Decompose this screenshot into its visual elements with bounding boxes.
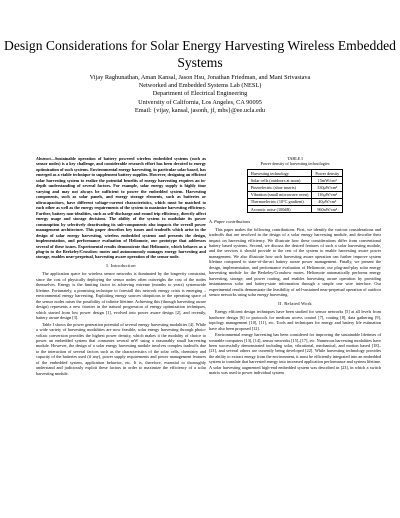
table-title: Power density of harvesting technologies bbox=[260, 161, 330, 166]
paragraph: Table I shows the power generation potential of several energy harvesting modalities [4]. While a wide variety of harvesting modalities are now feasible, solar energy harvesting through photo-voltaic conversion provides the highest power density, which makes it the modality of choice to power an embedded system that consumes several mW using a reasonably small harvesting module. However, the design of a solar energy harvesting module involves complex tradeoffs due to the interaction of several factors such as the characteristics of the solar cells, chemistry and capacity of the batteries used (if any), power supply requirements and power management features of the embedded system, application behavior, etc. It is, therefore, essential to thoroughly understand and judiciously exploit these factors in order to maximize the efficiency of a solar harvesting module. bbox=[36, 321, 206, 376]
author-email: Email: {vijay, kansal, jasonh, jf, mbs}@ee.ucla.edu bbox=[134, 106, 266, 114]
table-cell: 330μW/cm³ bbox=[312, 184, 343, 191]
table-cell: Vibration (small microwave oven) bbox=[247, 191, 312, 198]
table-cell: Solar cells (outdoors at noon) bbox=[247, 177, 312, 184]
table-cell: 960nW/cm³ bbox=[312, 205, 343, 212]
paragraph: Energy efficient design techniques have been studied for sensor networks [5] at all levels from hardware design [6] to protocols for medium access control [7], routing [8], data gathering [9], topology management [10], [11], etc. Tools and techniques for energy and battery life estimation have also been proposed [12]. bbox=[209, 309, 381, 331]
affiliation-university: University of California, Los Angeles, CA 90095 bbox=[138, 98, 262, 106]
section-heading-related-work: II. Related Work bbox=[278, 300, 312, 306]
left-column bbox=[36, 156, 206, 377]
table-cell: Piezoelectric (shoe inserts) bbox=[247, 184, 312, 191]
abstract-text: —Sustainable operation of battery powered wireless embedded systems (such as sensor nodes) is a key challenge, and considerable research effort has been devoted to energy optimization of such systems. Environmental energy harvesting, in particular solar based, has emerged as a viable technique to supplement battery supplies. However, designing an efficient solar harvesting system to realize the potential benefits of energy harvesting requires an in-depth understanding of several factors. For example, solar energy supply is highly time varying and may not always be sufficient to power the embedded system. Harvesting components, such as solar panels, and energy storage elements, such as batteries or ultracapacitors, have different voltage-current characteristics, which must be matched to each other as well as the energy requirements of the system to maximize harvesting efficiency. Further, battery non-idealities, such as self-discharge and round trip efficiency, directly affect energy usage and storage decisions. The ability of the system to modulate its power consumption by selectively deactivating its sub-components also impacts the overall power management architecture. This paper describes key issues and tradeoffs which arise in the design of solar energy harvesting, wireless embedded systems and presents the design, implementation, and performance evaluation of Heliomote, our prototype that addresses several of these issues. Experimental results demonstrate that Heliomote, which behaves as a plug-in to the Berkeley/Crossbow motes and autonomously manages energy harvesting and storage, enables near-perpetual, harvesting aware operation of the sensor node. bbox=[36, 156, 206, 260]
section-heading-introduction: I. Introduction bbox=[106, 262, 136, 268]
table-row bbox=[247, 177, 342, 184]
table-cell: Acoustic noise (100dB) bbox=[247, 205, 312, 212]
paragraph: Environmental energy harvesting has been considered for improving the sustainable lifetimes of wearable computers [13], [14], sensor networks [15]–[17], etc. Numerous harvesting modalities have been successfully demonstrated including solar, vibrational, mechanical, and motion based [18]–[21], and several others are currently being developed [22]. While harvesting technology provides the ability to extract energy from the environment, it must be efficiently integrated into an embedded system to translate that harvested energy into increased application performance and system lifetime. A solar harvesting augmented high-end embedded system was described in [23], in which a switch matrix was used to power individual system bbox=[209, 332, 381, 376]
table-cell: 15mW/cm² bbox=[312, 177, 343, 184]
table-row bbox=[247, 191, 342, 198]
table-row bbox=[247, 198, 342, 205]
authors: Vijay Raghunathan, Aman Kansal, Jason Hsu, Jonathan Friedman, and Mani Srivastava bbox=[89, 74, 311, 81]
author-block bbox=[0, 74, 400, 115]
table-row bbox=[247, 205, 342, 212]
harvesting-table bbox=[247, 169, 343, 213]
table-number: TABLE I bbox=[287, 156, 303, 161]
table-row bbox=[247, 184, 342, 191]
paper-title: Design Considerations for Solar Energy Harvesting Wireless Embedded Systems bbox=[4, 38, 396, 70]
paragraph: The application space for wireless sensor networks is dominated by the longevity constraint, since the cost of physically deploying the sensor nodes often outweighs the cost of the nodes themselves. Energy is the limiting factor in achieving extreme (months to years) systemwide lifetime. Fortunately, a promising technique to forestall this network energy crisis is emerging – environmental energy harvesting. Exploiting energy sources ubiquitous to the operating space of the sensor nodes raises the possibility of infinite lifetime. Achieving this (through harvesting aware design) represents a new frontier in the natural progression of energy optimization techniques, which started from low power design [1], evolved into power aware design [2], and recently, battery aware design [3]. bbox=[36, 271, 206, 321]
table-header-row bbox=[247, 170, 342, 177]
abstract bbox=[36, 156, 206, 260]
table-cell: 40μW/cm³ bbox=[312, 198, 343, 205]
right-column bbox=[209, 156, 381, 377]
affiliation-lab: Networked and Embedded Systems Lab (NESL) bbox=[138, 82, 262, 90]
paragraph: This paper makes the following contributions. First, we identify the various considerations and tradeoffs that are involved in the design of a solar energy harvesting module, and describe their impact on harvesting efficiency. We illustrate how these considerations differ from conventional battery based systems. Second, we discuss the desired features of such a solar harvesting module, and the services it should provide to the rest of the system to enable harvesting aware power management. We also illustrate how such harvesting aware operation can further improve system lifetime compared to state-of-the-art battery aware power management. Finally, we present the design, implementation, and performance evaluation of Heliomote, our plug-and-play solar energy harvesting module for the Berkeley/Crossbow motes. Heliomote automatically performs energy harvesting, storage, and power routing, and enables harvesting aware operation by providing instantaneous solar and battery-state information through a simple one wire interface. Our experimental results demonstrate the feasibility of self-sustained near-perpetual operation of outdoor sensor networks using solar energy harvesting. bbox=[209, 226, 381, 298]
table-caption bbox=[209, 156, 381, 166]
affiliation-department: Department of Electrical Engineering bbox=[152, 90, 248, 98]
table-cell: Thermoelectric (10°C gradient) bbox=[247, 198, 312, 205]
table-cell: 116μW/cm³ bbox=[312, 191, 343, 198]
table-header-cell: Power density bbox=[312, 170, 343, 177]
table-header-cell: Harvesting technology bbox=[247, 170, 312, 177]
abstract-label: Abstract bbox=[36, 156, 51, 161]
subsection-heading-contributions: A. Paper contributions bbox=[209, 219, 251, 225]
